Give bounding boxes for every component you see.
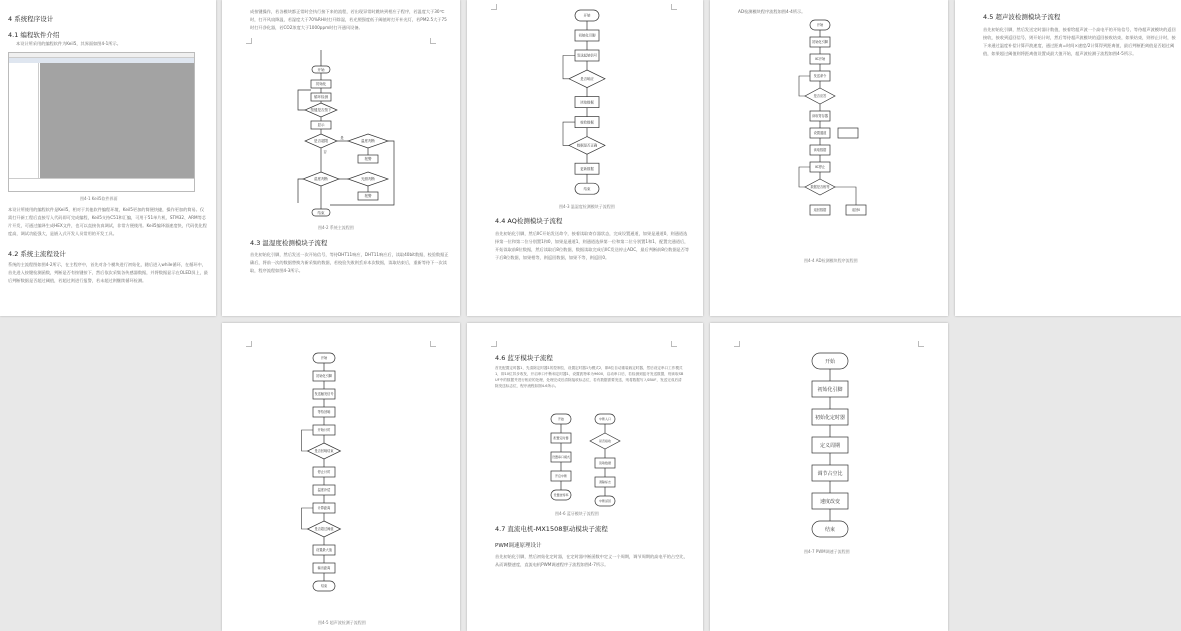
fc-label: 设置最大值 [316,548,332,553]
figure-caption-4-5: 图4-5 超声波检测子流程图 [318,620,366,625]
document-page-3[interactable] [467,0,703,316]
fc-label-end: 结束 [317,211,325,215]
section-4-5-paragraph: 首先初始化引脚，然后发送定时器计数值，接着给超声波一个高电平的开始信号，等待超声波模块的返回接收，接收到返回信号，则开始计时，然后等待超声波模块的返回接收结束，如果结束，则停止计时，接下来通过温度补偿计算声波速度，通过距离=时间×速度/2计算得到距离值，最后判断距离值是否超过阈值，如果超过阈值则将距离值设置成最大值开始，超声波检测子流程如图4-5所示。 [983,27,1176,56]
section-heading-4-4: 4.4 AQ检测模块子流程 [495,217,563,225]
section-4-4-paragraph: 首先初始化引脚，然后IIC开始发送命令，接着读取寄存器状态，完成设置通道，如果是通道0，则通道选择第一位和第二位分别置1和0，如果是通道1，则通道选择第一位和第二位分别置1和1，配置完通道后，开始读取前8位数据，然后读取后8位数据，数据读取完成后IIC发送停止ADC，最后判断前8位数据是否等于后8位数据，如果相等，则返回数据，如果不等，则返回0。 [495,231,690,260]
fc-label: 开始 [816,23,824,28]
fc-label: 开启中断 [554,474,568,479]
fc-yes-label: 是 [340,136,344,140]
section-4-7-paragraph: 首先初始化引脚，然后初始化定时器，在定时器中断函数中定义一个周期，调节周期的高电平的占空比，从而调整速度，直流电机PWM调速程序子流程如图4-7所示。 [495,554,688,567]
section-heading-4-6: 4.6 蓝牙模块子流程 [495,354,553,362]
screenshot-project-pane [9,63,39,178]
figure-caption-4-7: 图4-7 PWM调速子流程图 [804,549,850,554]
fc-label-display: 显示 [317,123,325,127]
fc-label: 发送命令 [813,74,827,79]
keil5-screenshot [8,52,195,192]
fc-label: 读取数据 [598,461,612,466]
figure-caption-4-3: 图4-3 温湿度检测模块子流程图 [559,204,615,209]
fc-label: 是否超过阈值 [314,527,334,532]
document-page-4[interactable] [710,0,948,316]
fc-label: 输出距离 [317,566,331,571]
ad-detection-flowchart [710,16,948,256]
bluetooth-flowchart [467,410,703,510]
fc-label-alarm: 报警 [364,157,372,161]
fc-label-loop: 循环检测 [314,95,328,99]
section-heading-4-3: 4.3 温湿度检测模块子流程 [250,239,328,247]
intro-line: 本设计所采用的编程软件为Keil5，其界面如图4-1所示。 [16,41,121,46]
fc-label: 速度改变 [819,498,841,505]
fc-loop-arrow [563,122,575,145]
fc-loop-arrow [799,167,810,187]
fc-label: IIC开始 [814,57,826,62]
fc-label: 清除标志 [598,480,612,485]
fc-label: 返回0 [851,208,861,212]
main-flowchart [222,40,460,230]
section-4-3-paragraph: 首先初始化引脚，然后发送一次开始信号，等待DHT11响应，DHT11响应后，读取40bit数据，校验数据正确后，将前一次的数据替换为新采集的数据，若校验失败则丢弃本次数据，读取结束后，重新等待下一次读取，程序流程如图4-3所示。 [250,252,449,273]
fc-label: 初始化引脚 [578,33,596,38]
margin-mark [246,341,252,347]
margin-mark [918,341,924,347]
fc-branch-arrow [835,187,856,205]
section-heading-4-1: 4.1 编程软件介绍 [8,31,60,39]
fc-label: 配置定时器 [553,436,569,441]
margin-mark [671,341,677,347]
fc-label: 读取数据 [813,148,827,153]
fc-label: 读取数据 [580,100,594,105]
fc-label: 中断返回 [598,499,612,504]
fc-label: 开始 [320,356,328,361]
fc-label: 初始化定时器 [814,414,846,421]
fc-label: 初始化引脚 [812,40,828,45]
fc-label-init: 初始化 [315,82,327,86]
page-2-top-paragraph: 成按键操作，若各模块都正常时会执行接下来的流程，若出现异常时跳转到相应子程序，若温度大于30℃时，打开风扇降温，若湿度大于70%RH时打开除湿，若光照强度低于阈值时打开补光灯，若PM2.5大于75时打开净化器，若CO2浓度大于1000ppm时打开通风设备。 [250,9,447,30]
figure-caption-4-1: 图4-1 Keil5软件界面 [80,196,118,201]
fc-label: 返回数据 [813,208,827,212]
fc-loop-arrow [563,56,575,79]
fc-label: 计算距离 [317,506,331,511]
fc-label: 数据是否相等 [810,185,830,190]
figure-caption-4-4: 图4-4 AD检测模块程序流程图 [804,258,858,263]
fc-label: 发送触发信号 [314,392,334,397]
section-4-6-paragraph: 首先配置定时器1，先清除定时器1的控制位，设置定时器1为模式2，即8位自动重装载定时器，然后设定串口工作模式1，即10位异步收发，开启串口中断和定时器1，设置波特率为9600，启动串口后，若检测到蓝牙发送数据，则读取SBUF中的数据并进行相应的处理，处理完成后清除接收标志位，若有数据需要发送，则将数据写入SBUF，发送完成后清除发送标志位，程序流程如图4-6所示。 [495,366,684,388]
fc-label-humidity: 湿度判断 [314,177,328,181]
document-page-8[interactable] [710,323,948,631]
document-page-7[interactable] [467,323,703,631]
fc-label: 温度补偿 [317,488,331,493]
fc-label-light: 光照判断 [361,177,375,181]
fc-label-key: 按键是否按下 [310,108,332,112]
fc-label: 发送起始信号 [576,53,598,58]
margin-mark [430,341,436,347]
fc-label: 校验数据 [580,120,594,125]
chapter-heading: 4 系统程序设计 [8,15,54,23]
fc-loop-arrow [799,76,810,96]
document-page-2[interactable] [222,0,460,316]
fc-label-limit: 是否超限 [314,139,328,143]
fc-label: 设置串口模式 [551,455,571,460]
section-4-1-paragraph: 本设计所使用的编程软件是Keil5，相对于其他软件编程环境，Keil5更加的简便快捷，操作更加的简易。仅需打开新工程后直接写入代码即可完成编程，Keil5支持C51和汇编，可用于51单片机、STM32、ARM等芯片开发，可通过编译生成HEX文件，也可以直接仿真调试，非常方便使用。Keil5编译器速度快，代码优化程度高，调试功能强大，是嵌入式开发人员常用的开发工具。 [8,207,207,236]
document-page-6[interactable] [222,323,460,631]
figure-caption-4-2: 图4-2 系统主流程图 [318,225,354,230]
fc-label: 是否应答 [813,94,827,99]
fc-label: 设置通道 [813,131,827,136]
fc-label: 结束 [824,526,836,533]
fc-label: 初始化引脚 [817,386,843,393]
fc-label: 结束 [320,584,328,589]
figure-caption-4-6: 图4-6 蓝牙模块子流程图 [555,511,599,516]
fc-label-temp: 温度判断 [361,139,375,143]
fc-label: 开始 [824,358,836,365]
fc-no-label: 否 [323,150,327,154]
fc-label: 读取寄存器 [812,114,828,119]
fc-label: 结束 [583,186,591,191]
section-heading-4-5: 4.5 超声波检测模块子流程 [983,13,1061,21]
pwm-flowchart [710,349,948,549]
fc-label: 等待回响 [317,410,331,415]
fc-label: IIC停止 [814,165,826,170]
fc-label-alarm-2: 报警 [364,194,372,198]
section-heading-4-2: 4.2 系统主流程设计 [8,250,66,258]
ultrasonic-flowchart [222,349,460,621]
page-4-top-line: AD检测模块程序流程如图4-4所示。 [738,9,806,14]
margin-mark [491,341,497,347]
fc-label: 调节占空比 [817,470,843,477]
screenshot-output-pane [9,178,194,191]
fc-loop-arrow [302,430,314,451]
screenshot-editor-area [40,63,194,178]
fc-loop-arrow [302,508,314,529]
fc-label: 停止计时 [317,470,331,475]
section-4-2-paragraph: 系统的主流程图如图4-2所示，在主程序中，首先对各个模块进行初始化，随后进入while循环，在循环中，首先进入按键检测函数，判断是否有按键按下，然后依次采集各传感器数据，并将数据显示在OLED屏上，最后判断数据是否超过阈值，若超过则进行报警，若未超过则继续循环检测。 [8,262,208,283]
fc-label: 中断入口 [598,417,612,422]
fc-label-start: 开始 [317,68,325,72]
fc-label: 开始 [583,13,591,18]
fc-label: 是否回响结束 [314,449,334,454]
fc-label: 初始化引脚 [316,374,332,379]
fc-label: 开始计时 [317,428,331,433]
document-page-5[interactable] [955,0,1181,316]
document-page-1[interactable] [0,0,216,316]
pwm-subheading: PWM调速原理设计 [495,543,542,549]
fc-label: 是否接收 [598,439,612,444]
fc-label: 设置波特率 [553,493,569,498]
section-heading-4-7: 4.7 直流电机-MX1508驱动模块子流程 [495,525,608,533]
fc-side-process [838,128,858,138]
fc-label: 更新数据 [580,166,594,171]
fc-label: 数据是否正确 [576,143,598,148]
fc-label: 是否响应 [580,76,594,81]
fc-label: 开始 [557,417,565,422]
margin-mark [734,341,740,347]
fc-label: 定义周期 [819,442,841,449]
temperature-humidity-flowchart [467,4,703,204]
